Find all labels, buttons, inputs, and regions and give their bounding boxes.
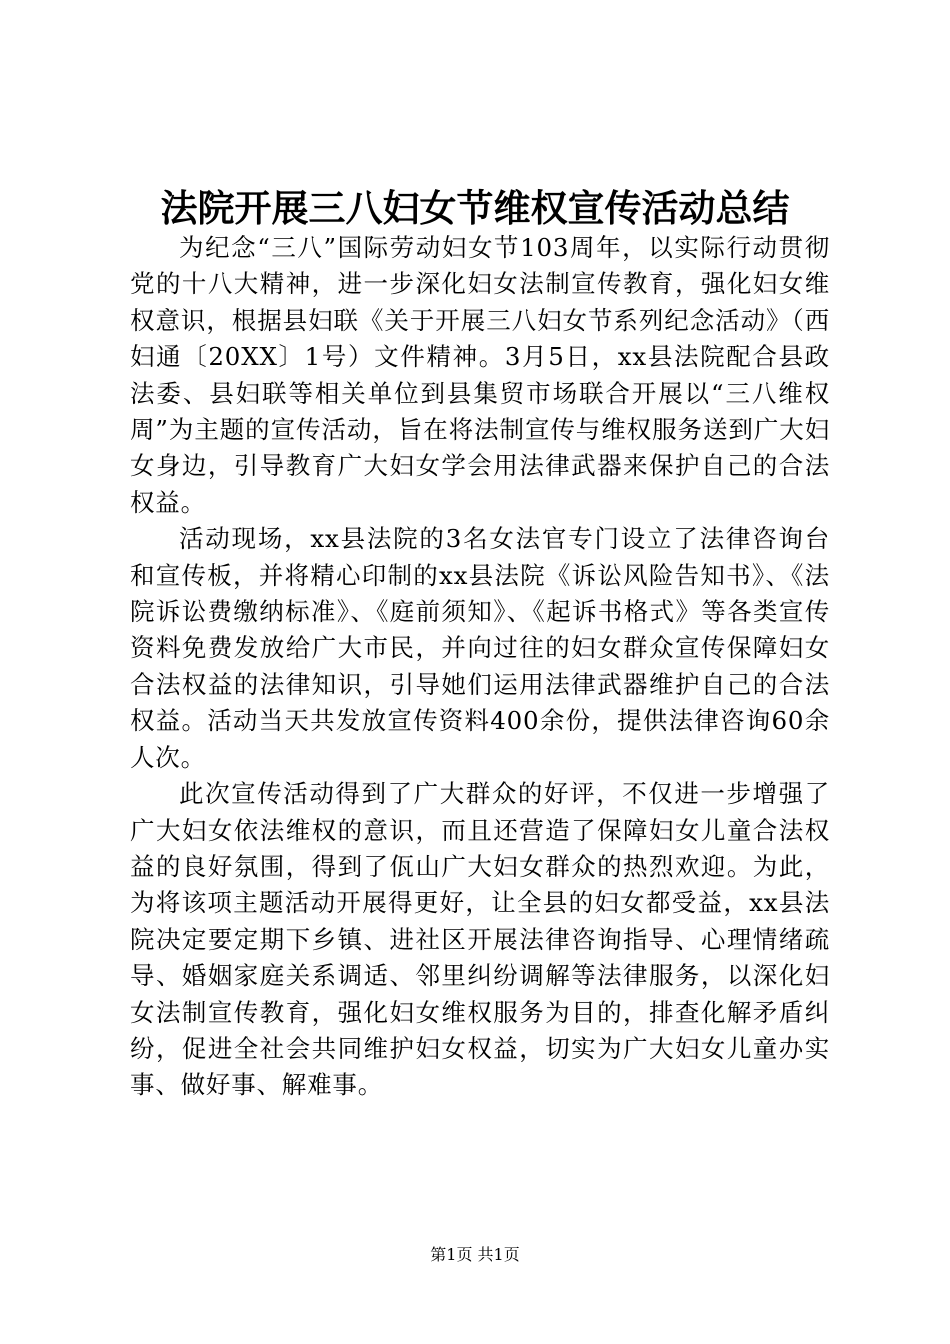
document-body [130,230,830,1104]
paragraph-1: 为纪念“三八”国际劳动妇女节103周年，以实际行动贯彻党的十八大精神，进一步深化妇女法制宣传教育，强化妇女维权意识，根据县妇联《关于开展三八妇女节系列纪念活动》（西妇通〔20XX〕1号）文件精神。3月5日，xx县法院配合县政法委、县妇联等相关单位到县集贸市场联合开展以“三八维权周”为主题的宣传活动，旨在将法制宣传与维权服务送到广大妇女身边，引导教育广大妇女学会用法律武器来保护自己的合法权益。 [130,233,830,517]
page-footer: 第1页 共1页 [430,1245,520,1264]
document-title: 法院开展三八妇女节维权宣传活动总结 [160,186,790,230]
paragraph-2: 活动现场，xx县法院的3名女法官专门设立了法律咨询台和宣传板，并将精心印制的xx县法院《诉讼风险告知书》、《法院诉讼费缴纳标准》、《庭前须知》、《起诉书格式》等各类宣传资料免费发放给广大市民，并向过往的妇女群众宣传保障妇女合法权益的法律知识，引导她们运用法律武器维护自己的合法权益。活动当天共发放宣传资料400余份，提供法律咨询60余人次。 [130,524,830,772]
paragraph-3: 此次宣传活动得到了广大群众的好评，不仅进一步增强了广大妇女依法维权的意识，而且还营造了保障妇女儿童合法权益的良好氛围，得到了佤山广大妇女群众的热烈欢迎。为此，为将该项主题活动开展得更好，让全县的妇女都受益，xx县法院决定要定期下乡镇、进社区开展法律咨询指导、心理情绪疏导、婚姻家庭关系调适、邻里纠纷调解等法律服务，以深化妇女法制宣传教育，强化妇女维权服务为目的，排查化解矛盾纠纷，促进全社会共同维护妇女权益，切实为广大妇女儿童办实事、做好事、解难事。 [130,779,830,1100]
